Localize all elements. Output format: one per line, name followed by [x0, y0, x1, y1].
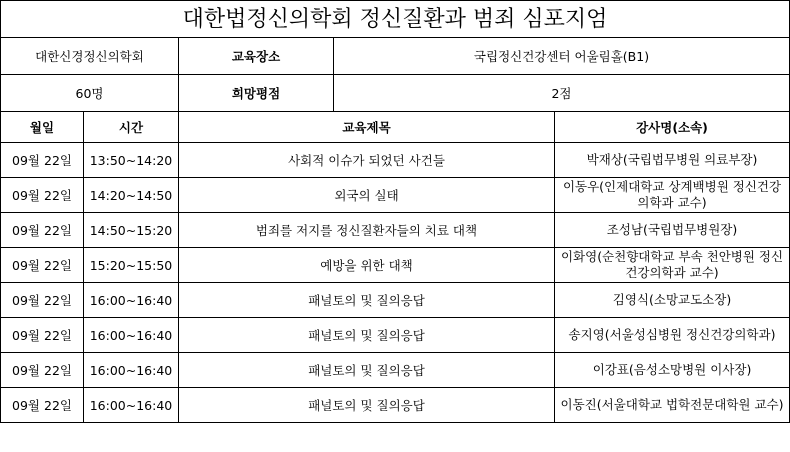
header-time: 시간 — [84, 112, 179, 143]
row-time: 16:00~16:40 — [84, 388, 179, 423]
row-speaker: 송지영(서울성심병원 정신건강의학과) — [555, 318, 790, 353]
row-time: 16:00~16:40 — [84, 318, 179, 353]
table-row — [1, 388, 790, 423]
info-row-location — [1, 38, 790, 75]
table-header-row — [1, 112, 790, 143]
row-subject: 패널토의 및 질의응답 — [179, 318, 555, 353]
row-speaker: 박재상(국립법무병원 의료부장) — [555, 143, 790, 178]
row-speaker: 이동진(서울대학교 법학전문대학원 교수) — [555, 388, 790, 423]
row-time: 15:20~15:50 — [84, 248, 179, 283]
row-date: 09월 22일 — [1, 353, 84, 388]
row-date: 09월 22일 — [1, 248, 84, 283]
table-row — [1, 248, 790, 283]
row-subject: 예방을 위한 대책 — [179, 248, 555, 283]
credits-value: 2점 — [334, 75, 790, 112]
row-speaker: 이강표(음성소망병원 이사장) — [555, 353, 790, 388]
table-row — [1, 283, 790, 318]
row-date: 09월 22일 — [1, 178, 84, 213]
title-row — [1, 1, 790, 38]
row-speaker: 이동우(인제대학교 상계백병원 정신건강의학과 교수) — [555, 178, 790, 213]
row-date: 09월 22일 — [1, 283, 84, 318]
header-speaker: 강사명(소속) — [555, 112, 790, 143]
row-time: 13:50~14:20 — [84, 143, 179, 178]
header-date: 월일 — [1, 112, 84, 143]
row-subject: 사회적 이슈가 되었던 사건들 — [179, 143, 555, 178]
table-row — [1, 353, 790, 388]
capacity-cell: 60명 — [1, 75, 179, 112]
row-time: 16:00~16:40 — [84, 353, 179, 388]
location-label: 교육장소 — [179, 38, 334, 75]
table-row — [1, 178, 790, 213]
table-row — [1, 213, 790, 248]
table-row — [1, 318, 790, 353]
row-time: 16:00~16:40 — [84, 283, 179, 318]
row-subject: 외국의 실태 — [179, 178, 555, 213]
row-date: 09월 22일 — [1, 388, 84, 423]
row-subject: 패널토의 및 질의응답 — [179, 353, 555, 388]
row-speaker: 이화영(순천향대학교 부속 천안병원 정신건강의학과 교수) — [555, 248, 790, 283]
row-speaker: 김영식(소망교도소장) — [555, 283, 790, 318]
row-subject: 패널토의 및 질의응답 — [179, 283, 555, 318]
info-row-capacity — [1, 75, 790, 112]
organizer-cell: 대한신경정신의학회 — [1, 38, 179, 75]
row-subject: 패널토의 및 질의응답 — [179, 388, 555, 423]
row-date: 09월 22일 — [1, 143, 84, 178]
header-subject: 교육제목 — [179, 112, 555, 143]
table-row — [1, 143, 790, 178]
page-title: 대한법정신의학회 정신질환과 범죄 심포지엄 — [1, 1, 790, 38]
credits-label: 희망평점 — [179, 75, 334, 112]
row-date: 09월 22일 — [1, 318, 84, 353]
row-subject: 범죄를 저지를 정신질환자들의 치료 대책 — [179, 213, 555, 248]
location-value: 국립정신건강센터 어울림홀(B1) — [334, 38, 790, 75]
row-time: 14:50~15:20 — [84, 213, 179, 248]
row-date: 09월 22일 — [1, 213, 84, 248]
row-time: 14:20~14:50 — [84, 178, 179, 213]
row-speaker: 조성남(국립법무병원장) — [555, 213, 790, 248]
